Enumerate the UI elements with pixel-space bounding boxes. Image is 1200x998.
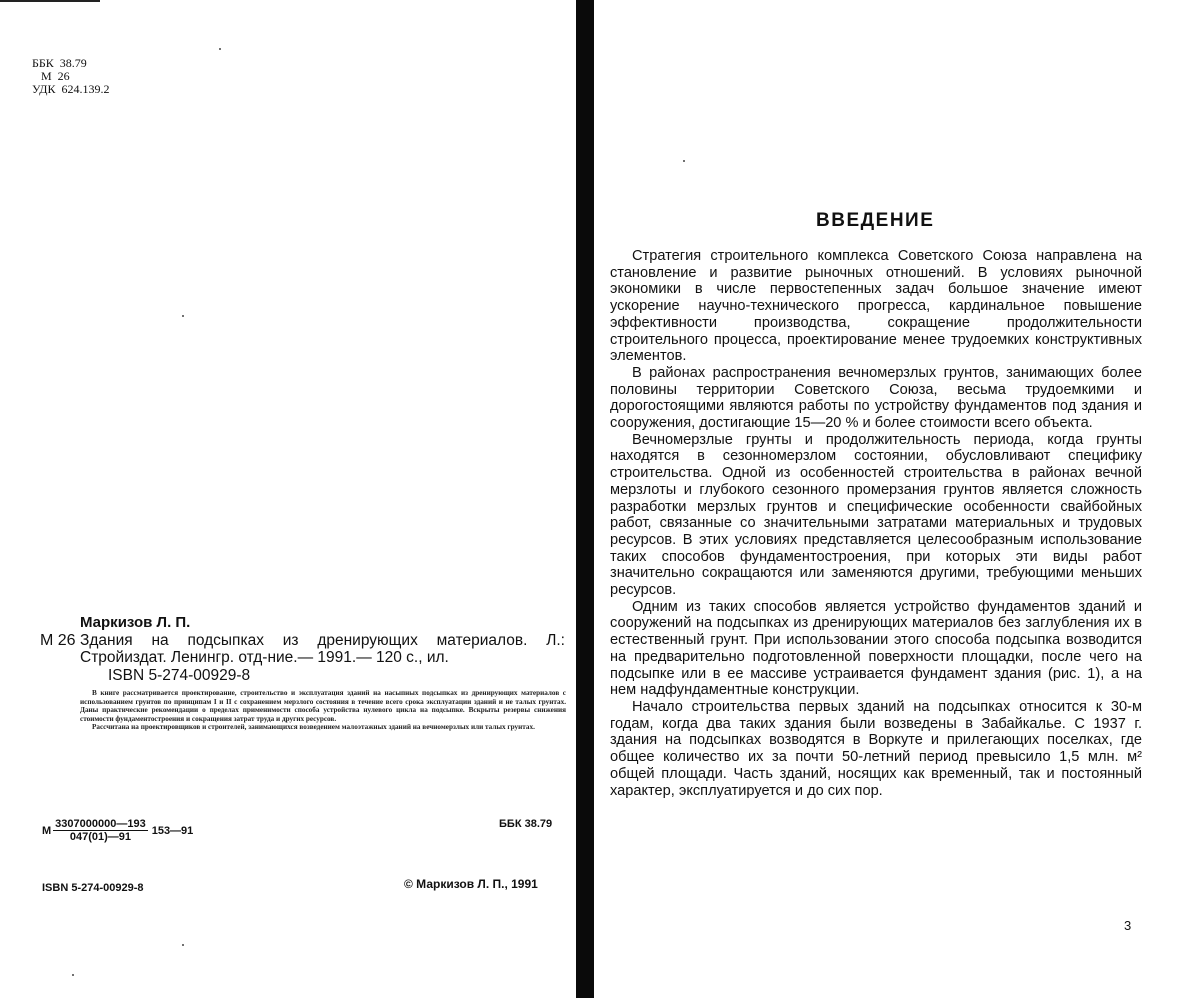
right-page: [594, 0, 1200, 998]
code-prefix: М: [42, 824, 52, 837]
scan-speck: [182, 315, 184, 317]
classification-bbk: ББК 38.79: [32, 56, 87, 70]
scan-speck: [683, 160, 685, 162]
left-page: [0, 0, 576, 998]
paragraph: Одним из таких способов является устройство фундаментов зданий и сооружений на подсыпках из дренирующих материалов без заглубления их в естественный грунт. При использовании этого способа подсыпка возводится на предварительно подготовленной поверхности площадки, после чего на подсыпке или в ее массиве устраивается фундамент здания (рис. 1), а на нем надфундаментные конструкции.: [610, 598, 1142, 699]
scan-speck: [72, 974, 74, 976]
classification-code: М 26: [32, 69, 70, 83]
publisher-code: [42, 818, 193, 843]
book-spine: [576, 0, 594, 998]
bbk-short: ББК 38.79: [499, 818, 553, 830]
scan-speck: [182, 944, 184, 946]
paragraph: Стратегия строительного комплекса Советского Союза направлена на становление и развитие рыночных отношений. В условиях рыночной экономики в числе первостепенных задач большое значение имеют ускорение научно-технического прогресса, кардинальное повышение эффективности производства, сокращение продолжительности строительного процесса, проектирование менее трудоемких конструктивных элементов.: [610, 248, 1142, 365]
paragraph: Начало строительства первых зданий на подсыпках относится к 30-м годам, когда два таких здания были возведены в Забайкалье. С 1937 г. здания на подсыпках возводятся в Воркуте и прилегающих поселках, где общее количество их за почти 50-летний период превысило 1,5 млн. м² общей площади. Часть зданий, носящих как временный, так и постоянный характер, эксплуатируется и до сих пор.: [610, 698, 1142, 799]
annotation: [80, 689, 566, 732]
classification-block: [32, 57, 109, 96]
code-denominator: 047(01)—91: [69, 831, 132, 843]
code-suffix: 153—91: [151, 824, 194, 837]
bibliographic-entry: Здания на подсыпках из дренирующих материалов. Л.: Стройиздат. Ленингр. отд-ние.— 1991.— 120 с., ил.: [80, 632, 565, 666]
classification-udk: УДК 624.139.2: [32, 82, 110, 96]
code-numerator: 3307000000—193: [55, 818, 146, 830]
call-code: М 26: [40, 632, 76, 649]
code-fraction: [53, 818, 148, 843]
paragraph: В районах распространения вечномерзлых грунтов, занимающих более половины территории Советского Союза, весьма трудоемкими и дорогостоящими являются работы по устройству фундаментов под здания и сооружения, достигающие 15—20 % и более стоимости всего объекта.: [610, 364, 1142, 432]
isbn: ISBN 5-274-00929-8: [108, 667, 251, 684]
body-text: [610, 248, 1142, 799]
author-name: Маркизов Л. П.: [80, 614, 191, 631]
annotation-paragraph: В книге рассматривается проектирование, строительство и эксплуатация зданий на насыпных подсыпках из дренирующих материалов с использованием грунтов по принципам I и II с сохранением мерзлого состояния в течение всего срока эксплуатации зданий и не талых грунтах. Даны практические рекомендации о пределах применимости способа устройства нулевого цикла на подсыпке. Вскрыты резервы снижения стоимости фундаментостроения и сокращения затрат труда и других ресурсов.: [80, 689, 566, 723]
annotation-paragraph: Рассчитана на проектировщиков и строителей, занимающихся возведением малоэтажных зданий на вечномерзлых или талых грунтах.: [92, 723, 535, 732]
isbn-bottom: ISBN 5-274-00929-8: [42, 882, 144, 894]
scan-speck: [219, 48, 221, 50]
copyright: © Маркизов Л. П., 1991: [404, 877, 538, 891]
paragraph: Вечномерзлые грунты и продолжительность периода, когда грунты находятся в сезонномерзлом состоянии, обусловливают специфику строительства. Одной из особенностей строительства в районах вечной мерзлоты и глубокого сезонного промерзания грунтов является сложность разработки мерзлых грунтов и специфические особенности свайбойных работ, связанные со значительными затратами материальных и трудовых ресурсов. В этих условиях представляется целесообразным использование таких способов фундаментостроения, при которых эти виды работ значительно сокращаются или заменяются другими, требующими меньших ресурсов.: [610, 431, 1142, 599]
page-number: 3: [1124, 918, 1132, 933]
page-title: ВВЕДЕНИЕ: [816, 210, 935, 231]
